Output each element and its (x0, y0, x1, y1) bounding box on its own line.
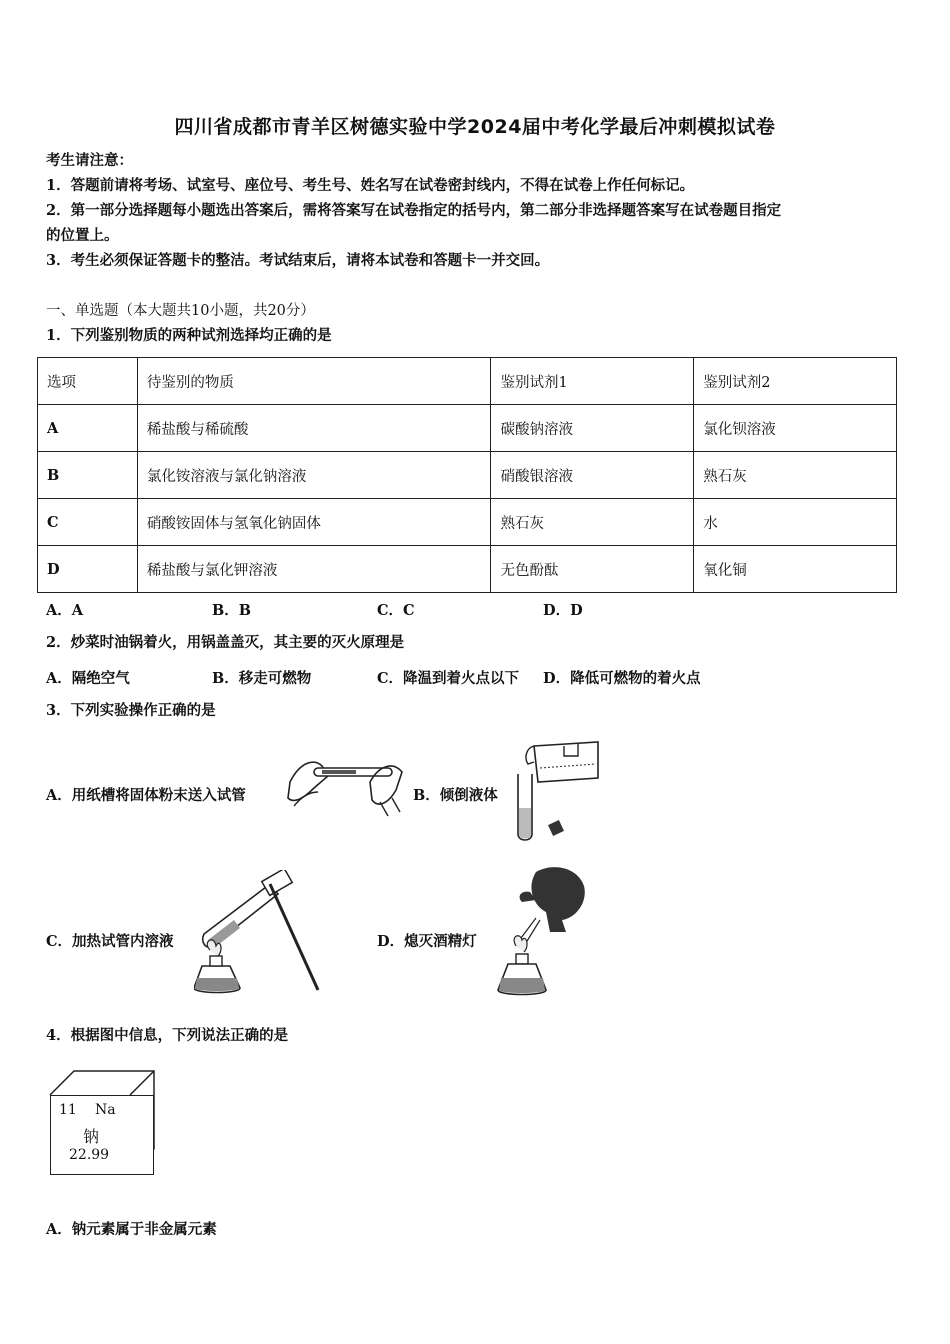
table-row (38, 405, 897, 452)
table-cell: 氯化铵溶液与氯化钠溶液 (137, 452, 491, 499)
table-cell: D (38, 546, 138, 593)
q3-option-d[interactable]: D．熄灭酒精灯 (377, 933, 477, 950)
notice-item-2-cont: 的位置上。 (46, 227, 119, 244)
table-header-cell: 选项 (38, 358, 138, 405)
q1-option-d[interactable]: D．D (543, 602, 583, 619)
element-name: 钠 (83, 1127, 100, 1146)
notice-item-1: 1．答题前请将考场、试室号、座位号、考生号、姓名写在试卷密封线内，不得在试卷上作任何标记。 (46, 177, 695, 194)
table-cell: 熟石灰 (694, 452, 897, 499)
table-header-cell: 鉴别试剂2 (694, 358, 897, 405)
q2-stem: 2．炒菜时油锅着火，用锅盖盖灭，其主要的灭火原理是 (46, 634, 405, 651)
table-cell: A (38, 405, 138, 452)
table-cell: 硝酸铵固体与氢氧化钠固体 (137, 499, 491, 546)
table-cell: 碳酸钠溶液 (491, 405, 694, 452)
q1-option-c[interactable]: C．C (377, 602, 415, 619)
notice-item-3: 3．考生必须保证答题卡的整洁。考试结束后，请将本试卷和答题卡一并交回。 (46, 252, 550, 269)
q3-option-a[interactable]: A．用纸槽将固体粉末送入试管 (46, 787, 246, 804)
q2-option-d[interactable]: D．降低可燃物的着火点 (543, 670, 701, 687)
notice-item-2: 2．第一部分选择题每小题选出答案后，需将答案写在试卷指定的括号内，第二部分非选择题答案写在试卷题目指定 (46, 202, 782, 219)
table-cell: 稀盐酸与氯化钾溶液 (137, 546, 491, 593)
q3-option-b[interactable]: B．倾倒液体 (413, 787, 498, 804)
q2-option-c[interactable]: C．降温到着火点以下 (377, 670, 520, 687)
table-header-cell: 鉴别试剂1 (491, 358, 694, 405)
pouring-liquid-figure (512, 738, 602, 844)
q1-option-a[interactable]: A．A (46, 602, 84, 619)
table-cell: 硝酸银溶液 (491, 452, 694, 499)
page-title: 四川省成都市青羊区树德实验中学2024届中考化学最后冲刺模拟试卷 (174, 116, 776, 138)
table-header-row (38, 358, 897, 405)
table-row (38, 499, 897, 546)
q1-option-b[interactable]: B．B (212, 602, 252, 619)
notice-heading: 考生请注意： (46, 152, 133, 169)
table-cell: 熟石灰 (491, 499, 694, 546)
q2-option-a[interactable]: A．隔绝空气 (46, 670, 130, 687)
atomic-mass: 22.99 (69, 1147, 110, 1163)
table-cell: B (38, 452, 138, 499)
q2-option-b[interactable]: B．移走可燃物 (212, 670, 312, 687)
paper-trough-figure (284, 752, 408, 820)
table-cell: 无色酚酞 (491, 546, 694, 593)
table-header-cell: 待鉴别的物质 (137, 358, 491, 405)
heating-test-tube-figure (194, 870, 324, 998)
table-row (38, 452, 897, 499)
table-cell: 水 (694, 499, 897, 546)
element-card (50, 1095, 154, 1175)
atomic-number: 11 (59, 1102, 77, 1118)
q4-stem: 4．根据图中信息，下列说法正确的是 (46, 1027, 289, 1044)
q1-stem: 1．下列鉴别物质的两种试剂选择均正确的是 (46, 327, 332, 344)
extinguish-lamp-figure (496, 862, 594, 1004)
table-cell: C (38, 499, 138, 546)
section-heading: 一、单选题（本大题共10小题，共20分） (46, 303, 315, 319)
table-row (38, 546, 897, 593)
q3-stem: 3．下列实验操作正确的是 (46, 702, 216, 719)
q4-option-a[interactable]: A．钠元素属于非金属元素 (46, 1221, 217, 1238)
element-symbol: Na (95, 1102, 116, 1118)
q1-table (37, 357, 897, 593)
table-cell: 氯化钡溶液 (694, 405, 897, 452)
table-cell: 氧化铜 (694, 546, 897, 593)
table-cell: 稀盐酸与稀硫酸 (137, 405, 491, 452)
q3-option-c[interactable]: C．加热试管内溶液 (46, 933, 174, 950)
